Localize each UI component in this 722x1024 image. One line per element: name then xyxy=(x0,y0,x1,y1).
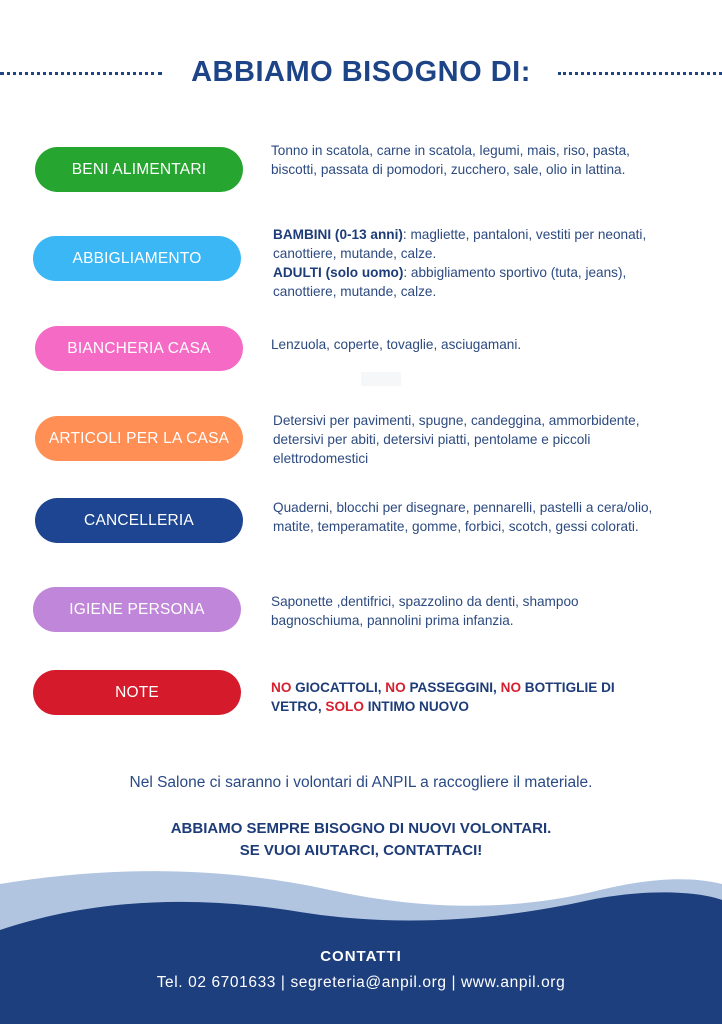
appeal-line-2: SE VUOI AIUTARCI, CONTATTACI! xyxy=(239,842,483,859)
category-pill-cancelleria: CANCELLERIA xyxy=(35,498,243,543)
category-desc-biancheria-casa: Lenzuola, coperte, tovaglie, asciugamani. xyxy=(271,337,522,352)
right-dotted-divider xyxy=(558,72,722,75)
category-pill-igiene-persona: IGIENE PERSONA xyxy=(33,587,241,632)
note-no-2: NO xyxy=(385,680,406,695)
page-title: ABBIAMO BISOGNO DI: xyxy=(191,56,531,88)
note-text-1: GIOCATTOLI, xyxy=(291,680,386,695)
category-desc-cancelleria: Quaderni, blocchi per disegnare, pennarelli, pastelli a cera/olio, matite, temperamatite, gomme, forbici, scotch, gessi colorati. xyxy=(273,500,653,534)
note-text-4: INTIMO NUOVO xyxy=(363,699,469,714)
category-desc-articoli-per-la-casa: Detersivi per pavimenti, spugne, candeggina, ammorbidente, detersivi per abiti, detersivi piatti, pentolame e piccoli elettrodomestici xyxy=(273,413,640,466)
adults-text: : abbigliamento sportivo (tuta, jeans), canottiere, mutande, calze. xyxy=(273,265,627,299)
note-text-3: BOTTIGLIE DI VETRO, xyxy=(271,680,615,714)
left-dotted-divider xyxy=(0,72,162,75)
note-text-2: PASSEGGINI, xyxy=(405,680,501,695)
info-text: Nel Salone ci saranno i volontari di ANPIL a raccogliere il materiale. xyxy=(129,774,593,791)
category-desc-igiene-persona: Saponette ,dentifrici, spazzolino da denti, shampoo bagnoschiuma, pannolini prima infanzia. xyxy=(271,594,579,628)
category-pill-note: NOTE xyxy=(33,670,241,715)
category-pill-abbigliamento: ABBIGLIAMENTO xyxy=(33,236,241,281)
appeal-line-1: ABBIAMO SEMPRE BISOGNO DI NUOVI VOLONTARI. xyxy=(170,820,552,837)
category-pill-biancheria-casa: BIANCHERIA CASA xyxy=(35,326,243,371)
adults-label: ADULTI (solo uomo) xyxy=(273,265,404,280)
category-pill-beni-alimentari: BENI ALIMENTARI xyxy=(35,147,243,192)
faint-mark xyxy=(361,372,401,386)
footer-wave xyxy=(0,860,722,1024)
note-solo: SOLO xyxy=(325,699,364,714)
note-no-1: NO xyxy=(271,680,292,695)
contacts-line: Tel. 02 6701633 | segreteria@anpil.org | www.anpil.org xyxy=(156,974,566,991)
title-row xyxy=(0,52,722,96)
category-desc-abbigliamento xyxy=(273,225,683,301)
category-pill-articoli-per-la-casa: ARTICOLI PER LA CASA xyxy=(35,416,243,461)
children-text: : magliette, pantaloni, vestiti per neonati, canottiere, mutande, calze. xyxy=(273,227,647,261)
category-desc-note xyxy=(271,678,651,716)
note-no-3: NO xyxy=(500,680,522,695)
category-desc-beni-alimentari: Tonno in scatola, carne in scatola, legumi, mais, riso, pasta, biscotti, passata di pomodori, zucchero, sale, olio in lattina. xyxy=(271,143,630,177)
contacts-title: CONTATTI xyxy=(320,948,402,965)
children-label: BAMBINI (0-13 anni) xyxy=(273,227,403,242)
